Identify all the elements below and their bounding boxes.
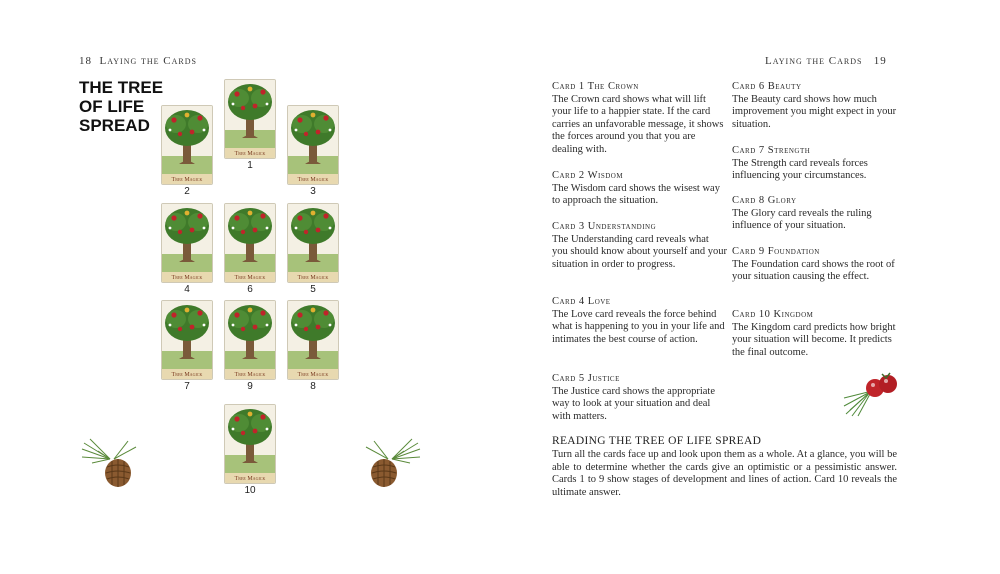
pine-cone-icon (80, 437, 142, 489)
position-heading: Card 3 Understanding (552, 221, 657, 232)
running-head-left (79, 55, 197, 67)
position-entry (552, 221, 727, 271)
card-number: 7 (184, 381, 190, 392)
card-number: 5 (310, 284, 316, 295)
position-heading: Card 9 Foundation (732, 246, 820, 257)
card-caption: Tree Magick (171, 372, 203, 378)
running-head-right (765, 55, 887, 67)
card-number: 2 (184, 186, 190, 197)
position-entry (552, 296, 727, 346)
position-heading: Card 1 The Crown (552, 81, 639, 92)
card-number: 1 (247, 160, 253, 171)
position-heading: Card 10 Kingdom (732, 309, 814, 320)
card-caption: Tree Magick (234, 476, 266, 482)
position-heading: Card 2 Wisdom (552, 170, 624, 181)
reading-heading: READING THE TREE OF LIFE SPREAD (552, 435, 762, 447)
page-number-left: 18 (79, 55, 92, 67)
tarot-card (161, 203, 213, 283)
card-number: 6 (247, 284, 253, 295)
title-line-3: SPREAD (79, 116, 150, 135)
title-line-1: THE TREE (79, 78, 164, 97)
position-heading: Card 7 Strength (732, 145, 811, 156)
tarot-card (161, 105, 213, 185)
tarot-card (224, 404, 276, 484)
card-number: 4 (184, 284, 190, 295)
card-caption: Tree Magick (171, 177, 203, 183)
card-caption: Tree Magick (297, 372, 329, 378)
title-line-2: OF LIFE (79, 97, 145, 116)
page-number-right: 19 (873, 55, 887, 67)
position-text: The Understanding card reveals what you should know about yourself and your situation in order to progress. (552, 233, 727, 270)
tarot-card (287, 300, 339, 380)
running-head-text-right: Laying the Cards (765, 55, 863, 67)
card-number: 8 (310, 381, 316, 392)
running-head-text-left: Laying the Cards (99, 55, 197, 67)
reading-text: Turn all the cards face up and look upon them as a whole. At a glance, you will be able to determine whether the cards give an optimistic or a pessimistic answer. Cards 1 to 9 show stages of development and lines of action. Card 10 reveals the ultimate answer. (552, 449, 897, 498)
position-entry (732, 195, 897, 233)
position-heading: Card 8 Glory (732, 195, 797, 206)
card-number: 10 (244, 485, 256, 496)
position-heading: Card 6 Beauty (732, 81, 802, 92)
position-text: The Kingdom card predicts how bright your situation will become. It predicts the final outcome. (732, 321, 896, 358)
red-berries-icon (842, 370, 902, 418)
position-heading: Card 5 Justice (552, 373, 620, 384)
tarot-card (224, 300, 276, 380)
card-caption: Tree Magick (297, 177, 329, 183)
pine-cone-icon (360, 437, 422, 489)
tarot-card (161, 300, 213, 380)
tarot-card (224, 203, 276, 283)
spread-title (79, 78, 163, 135)
card-number: 3 (310, 186, 316, 197)
position-text: The Beauty card shows how much improvement you might expect in your situation. (732, 93, 897, 130)
position-text: The Strength card reveals forces influencing your circumstances. (732, 157, 868, 181)
position-entry (732, 145, 897, 183)
card-caption: Tree Magick (234, 275, 266, 281)
position-text: The Wisdom card shows the wisest way to approach the situation. (552, 182, 720, 206)
position-text: The Crown card shows what will lift your life to a happier state. If the card carries an unfavorable message, it shows the forces around you that you are dealing with. (552, 93, 724, 155)
card-caption: Tree Magick (234, 372, 266, 378)
card-caption: Tree Magick (297, 275, 329, 281)
tarot-card (224, 79, 276, 159)
card-caption: Tree Magick (234, 151, 266, 157)
position-heading: Card 4 Love (552, 296, 611, 307)
card-number: 9 (247, 381, 253, 392)
card-caption: Tree Magick (171, 275, 203, 281)
position-entry (732, 246, 897, 284)
position-text: The Love card reveals the force behind what is happening to you in your life and intimates the best course of action. (552, 308, 725, 345)
position-text: The Foundation card shows the root of your situation causing the effect. (732, 258, 895, 282)
position-text: The Justice card shows the appropriate way to look at your situation and deal with matters. (552, 385, 715, 422)
position-entry (552, 170, 727, 208)
position-entry (552, 373, 727, 423)
position-entry (552, 81, 727, 156)
position-text: The Glory card reveals the ruling influence of your situation. (732, 207, 872, 231)
tarot-card (287, 203, 339, 283)
position-entry (732, 81, 897, 131)
position-entry (732, 309, 897, 359)
tarot-card (287, 105, 339, 185)
